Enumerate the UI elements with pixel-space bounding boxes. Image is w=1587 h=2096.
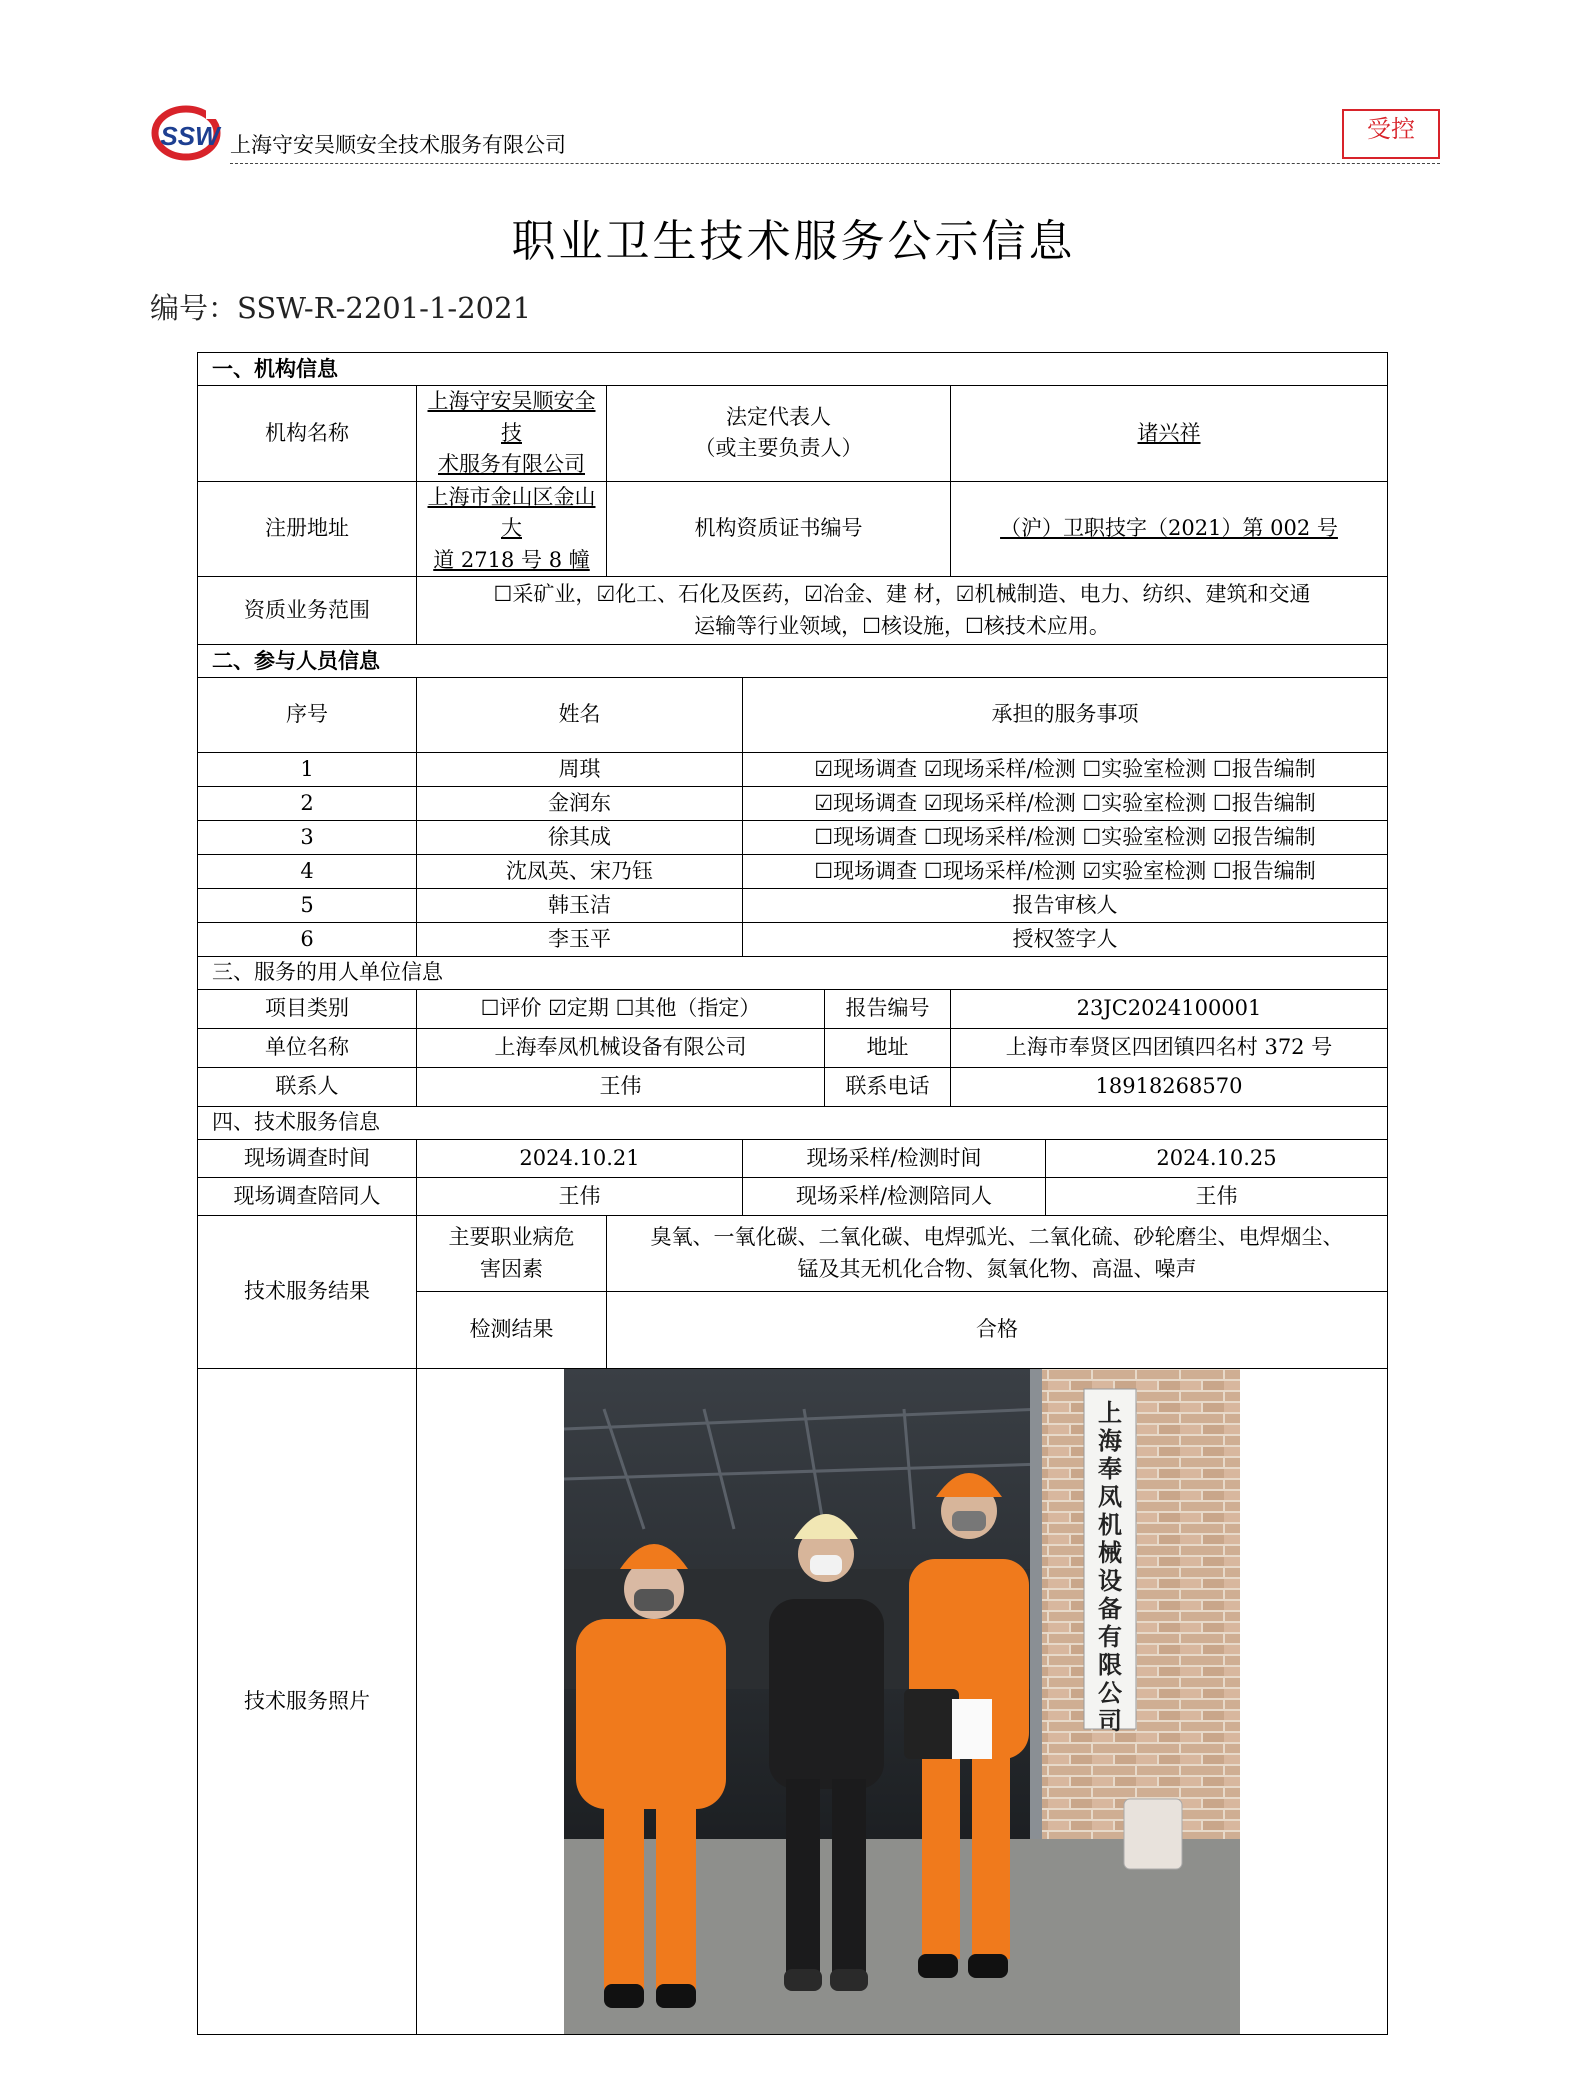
table-row	[198, 855, 1388, 889]
survey-time-label: 现场调查时间	[198, 1140, 417, 1178]
row-name: 韩玉洁	[417, 889, 743, 923]
row-name: 徐其成	[417, 821, 743, 855]
section-heading-service: 四、技术服务信息	[198, 1107, 1388, 1140]
document-number-label: 编号：	[150, 291, 238, 325]
table-row	[198, 787, 1388, 821]
service-photo-label: 技术服务照片	[198, 1369, 417, 2035]
row-duty: ☐现场调查 ☐现场采样/检测 ☑实验室检测 ☐报告编制	[743, 855, 1388, 889]
row-seq: 3	[198, 821, 417, 855]
hazard-factors-label	[417, 1216, 607, 1292]
hazard-label-line2: 害因素	[480, 1256, 543, 1281]
document-number	[150, 286, 531, 327]
row-duty: 报告审核人	[743, 889, 1388, 923]
row-name: 李玉平	[417, 923, 743, 957]
table-row	[198, 889, 1388, 923]
shoulder-bag	[904, 1689, 959, 1759]
business-scope-line2: 运输等行业领域，☐核设施，☐核技术应用。	[694, 613, 1110, 638]
table-row	[198, 821, 1388, 855]
row-duty: ☑现场调查 ☑现场采样/检测 ☐实验室检测 ☐报告编制	[743, 787, 1388, 821]
legal-rep-label	[607, 386, 951, 482]
company-sign-text: 上海奉凤机械设备有限公司	[1098, 1399, 1122, 1735]
section-heading-employer: 三、服务的用人单位信息	[198, 957, 1388, 990]
row-name: 金润东	[417, 787, 743, 821]
row-seq: 4	[198, 855, 417, 889]
col-header-duty: 承担的服务事项	[743, 678, 1388, 753]
survey-accompany-label: 现场调查陪同人	[198, 1178, 417, 1216]
registered-address-value	[417, 481, 607, 577]
hazard-line1: 臭氧、一氧化碳、二氧化碳、电焊弧光、二氧化硫、砂轮磨尘、电焊烟尘、	[650, 1225, 1344, 1249]
unit-name-label: 单位名称	[198, 1029, 417, 1068]
contact-person-label: 联系人	[198, 1068, 417, 1107]
institution-name-line1: 上海守安吴顺安全技	[427, 389, 596, 445]
registered-address-line2: 道 2718 号 8 幢	[433, 547, 590, 572]
service-photo-cell	[417, 1369, 1388, 2035]
row-duty: 授权签字人	[743, 923, 1388, 957]
section-heading-personnel: 二、参与人员信息	[198, 645, 1388, 678]
legal-rep-label-line2: （或主要负责人）	[694, 436, 863, 461]
company-name: 上海守安吴顺安全技术服务有限公司	[230, 133, 566, 157]
project-type-label: 项目类别	[198, 990, 417, 1029]
service-result-label: 技术服务结果	[198, 1216, 417, 1369]
row-seq: 5	[198, 889, 417, 923]
table-row	[198, 923, 1388, 957]
legal-rep-value: 诸兴祥	[951, 386, 1388, 482]
report-number-value: 23JC2024100001	[951, 990, 1388, 1029]
survey-time-value: 2024.10.21	[417, 1140, 743, 1178]
business-scope-value	[417, 577, 1388, 645]
row-duty: ☑现场调查 ☑现场采样/检测 ☐实验室检测 ☐报告编制	[743, 753, 1388, 787]
certificate-value: （沪）卫职技字（2021）第 002 号	[951, 481, 1388, 577]
hazard-factors-value	[607, 1216, 1388, 1292]
logo-text: SSW	[160, 121, 220, 151]
sampling-accompany-label: 现场采样/检测陪同人	[743, 1178, 1046, 1216]
col-header-name: 姓名	[417, 678, 743, 753]
page-header	[150, 95, 1440, 167]
row-seq: 1	[198, 753, 417, 787]
unit-address-value: 上海市奉贤区四团镇四名村 372 号	[951, 1029, 1388, 1068]
legal-rep-label-line1: 法定代表人	[726, 404, 831, 429]
row-duty: ☐现场调查 ☐现场采样/检测 ☐实验室检测 ☑报告编制	[743, 821, 1388, 855]
test-result-value: 合格	[607, 1292, 1388, 1369]
ssw-logo-icon	[150, 99, 230, 163]
registered-address-line1: 上海市金山区金山大	[427, 484, 596, 540]
paper-sheet	[952, 1699, 992, 1759]
controlled-stamp: 受控	[1342, 109, 1440, 159]
survey-accompany-value: 王伟	[417, 1178, 743, 1216]
table-row	[198, 753, 1388, 787]
document-title: 职业卫生技术服务公示信息	[511, 216, 1076, 267]
sampling-time-label: 现场采样/检测时间	[743, 1140, 1046, 1178]
report-number-label: 报告编号	[825, 990, 951, 1029]
certificate-label: 机构资质证书编号	[607, 481, 951, 577]
project-type-value: ☐评价 ☑定期 ☐其他（指定）	[417, 990, 825, 1029]
test-result-label: 检测结果	[417, 1292, 607, 1369]
header-divider	[230, 163, 1440, 164]
service-photo	[564, 1369, 1240, 2034]
contact-phone-value: 18918268570	[951, 1068, 1388, 1107]
institution-name-line2: 术服务有限公司	[438, 452, 585, 476]
institution-name-label: 机构名称	[198, 386, 417, 482]
institution-name-value	[417, 386, 607, 482]
unit-address-label: 地址	[825, 1029, 951, 1068]
business-scope-line1: ☐采矿业，☑化工、石化及医药，☑冶金、建 材，☑机械制造、电力、纺织、建筑和交通	[493, 582, 1311, 606]
row-seq: 2	[198, 787, 417, 821]
contact-person-value: 王伟	[417, 1068, 825, 1107]
sampling-time-value: 2024.10.25	[1046, 1140, 1388, 1178]
unit-name-value: 上海奉凤机械设备有限公司	[417, 1029, 825, 1068]
hazard-line2: 锰及其无机化合物、氮氧化物、高温、噪声	[797, 1256, 1197, 1281]
sampling-accompany-value: 王伟	[1046, 1178, 1388, 1216]
row-name: 沈凤英、宋乃钰	[417, 855, 743, 889]
row-seq: 6	[198, 923, 417, 957]
row-name: 周琪	[417, 753, 743, 787]
business-scope-label: 资质业务范围	[198, 577, 417, 645]
bucket	[1124, 1799, 1182, 1869]
section-heading-institution: 一、机构信息	[198, 353, 1388, 386]
hazard-label-line1: 主要职业病危	[448, 1225, 575, 1249]
contact-phone-label: 联系电话	[825, 1068, 951, 1107]
document-number-value: SSW-R-2201-1-2021	[237, 291, 532, 325]
info-table	[197, 352, 1388, 2035]
col-header-seq: 序号	[198, 678, 417, 753]
registered-address-label: 注册地址	[198, 481, 417, 577]
